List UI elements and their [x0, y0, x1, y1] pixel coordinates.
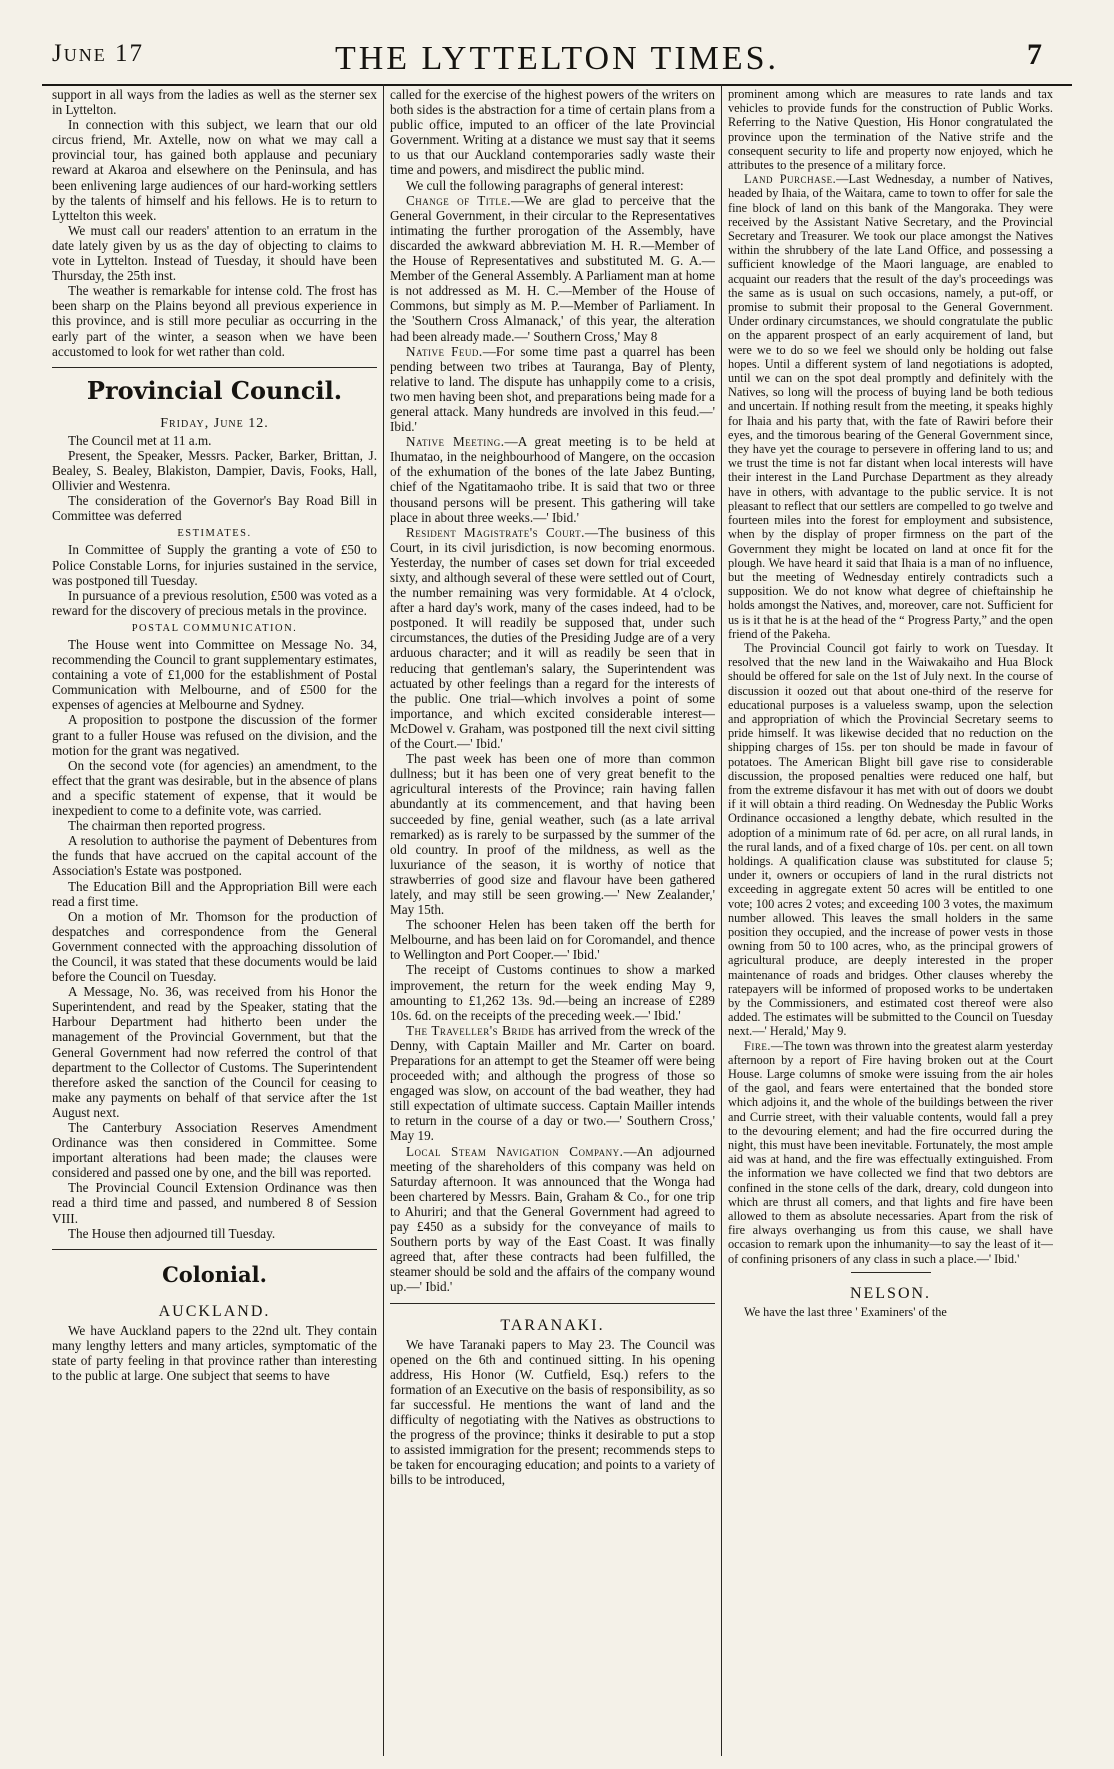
news-item [390, 193, 715, 344]
section-rule [52, 367, 377, 368]
news-item [390, 1023, 715, 1144]
news-item [728, 172, 1053, 641]
news-item [390, 525, 715, 751]
paragraph: support in all ways from the ladies as well as the sterner sex in Lyttelton. [52, 87, 377, 118]
paragraph: The House went into Committee on Message No. 34, recommending the Council to grant supplementary estimates, containing a vote of £1,000 for the establishment of Postal Communication with Melbourne, and of £500 for the expenses of agencies at Melbourne and Sydney. [52, 637, 377, 713]
column-2 [390, 87, 715, 1759]
item-text: —The town was thrown into the greatest alarm yesterday afternoon by a report of Fire having broken out at the Court House. Large columns of smoke were issuing from the air holes of the gaol, and fears were entertained that the bonded store which adjoins it, and the whole of the buildings between the river and Currie street, with their valuable contents, would fall a prey to the devouring element; and had the fire occurred during the night, this must have been inevitable. Fortunately, the most ample aid was at hand, and the fire was effectually extinguished. From the information we have collected we find that two debtors are confined in the stone cells of the dark, dreary, cold dungeon into which are thrust all comers, and that lights and fire have been allowed to them as absolute necessaries. Apart from the risk of fire always overhanging us from this cause, we shall have occasion to remark upon the inhumanity—to say the least of it—of confining prisoners of any class in such a place.—' Ibid.' [728, 1038, 1053, 1266]
paragraph: Present, the Speaker, Messrs. Packer, Barker, Brittan, J. Bealey, S. Bealey, Blakiston, Dampier, Davis, Fooks, Hall, Ollivier and Westenra. [52, 447, 377, 494]
news-item [728, 1039, 1053, 1266]
column-divider [721, 84, 722, 1756]
section-rule [851, 1272, 931, 1273]
paragraph: The Provincial Council got fairly to work on Tuesday. It resolved that the new land in the Waiwakaiho and Hua Block should be offered for sale on the 1st of July next. In the course of discussion it oozed out that about one-third of the reserve for educational purposes is a valueless swamp, upon the selection and appropriation of which the Provincial Secretary seems to pride himself. It was likewise decided that no reduction on the shipping charges of 15s. per ton should be made in favour of potatoes. The American Blight bill gave rise to considerable discussion, the proposed penalties were reduced one half, but from the extreme disfavour it has met with out of doors we doubt if it will obtain a third reading. On Wednesday the Public Works Ordinance occasioned a lengthy debate, which resulted in the adoption of a minimum rate of 6d. per acre, on all rural lands, in the rural lands, and of a fixed charge of 10s. per cent. on all town holdings. A qualification clause was substituted for clause 5; under it, owners or occupiers of land in the rural districts not exceeding in aggregate extent 50 acres will be entitled to one vote; 100 acres 2 votes; and exceeding 100 3 votes, the maximum number allowed. This leaves the small holders in the same position they occupied, and the increase of power vests in those owning from 50 to 100 acres, who, as the principal growers of agricultural produce, are deeply interested in the proper maintenance of roads and bridges. Other clauses whereby the ratepayers will be informed of proposed works to be undertaken by the Commissioners, and estimated cost thereof were also added. The estimates will be submitted to the Council on Tuesday next.—' Herald,' May 9. [728, 640, 1053, 1039]
paragraph: We have Auckland papers to the 22nd ult. They contain many lengthy letters and many articles, symptomatic of the state of party feeling in that province rather than interesting to the public at large. One subject that seems to have [52, 1322, 377, 1384]
news-item [390, 751, 715, 917]
column-divider [383, 84, 384, 1756]
paragraph: The consideration of the Governor's Bay Road Bill in Committee was deferred [52, 493, 377, 524]
paragraph: A Message, No. 36, was received from his Honor the Superintendent, and read by the Speaker, stating that the Harbour Department had hitherto been under the management of the Provincial Government, but that the General Government had now referred the control of that department to the Collector of Customs. The Superintendent therefore asked the sanction of the Council for ceasing to make any payments on behalf of that service after the 1st August next. [52, 984, 377, 1120]
paragraph: The House then adjourned till Tuesday. [68, 1225, 276, 1241]
header-rule [42, 84, 1072, 86]
item-text: —The business of this Court, in its civil jurisdiction, is now becoming enormous. Yesterday, the number of cases set down for trial exceeded sixty, and although several of these were settled out of Court, the number remaining was very formidable. At 4 o'clock, after a hard day's work, many of the cases indeed, had to be postponed. It will readily be supposed that, under such circumstances, the duties of the Presiding Judge are of a very arduous character; and it will as readily be seen that in reducing that gentleman's salary, the Superintendent was actuated by other feelings than a regard for the interests of the public. One trial—which involves a point of some importance, and which excited considerable interest—McDowel v. Graham, was postponed till the next civil sitting of the Court.—' Ibid.' [390, 524, 715, 752]
paragraph: A proposition to postpone the discussion of the former grant to a fuller House was refused on the division, and the motion for the grant was negatived. [52, 712, 377, 758]
item-text: —For some time past a quarrel has been pending between two tribes at Tauranga, Bay of Plenty, relative to land. The dispute has unhappily come to a crisis, two men having been shot, and preparations being made for a general attack. Many hundreds are involved in this feud.—' Ibid.' [390, 343, 715, 435]
column-1 [52, 87, 377, 1759]
paragraph: The Council met at 11 a.m. [68, 432, 212, 448]
item-lead: Local Steam Navigation Company. [406, 1143, 624, 1159]
column-3 [728, 87, 1053, 1759]
item-text: —A great meeting is to be held at Ihumatao, in the neighbourhood of Mangere, on the occasion of the exhumation of the bones of the late Jabez Bunting, chief of the Ngatitamaoho tribe. It is said that two or three thousand persons will be present. This gathering will take place in about three weeks.—' Ibid.' [390, 434, 715, 525]
paragraph: The Provincial Council Extension Ordinance was then read a third time and passed, and numbered 8 of Session VIII. [52, 1180, 377, 1226]
paragraph: We must call our readers' attention to an erratum in the date lately given by us as the day of objecting to claims to vote in Lyttelton. Instead of Tuesday, it should have been Thursday, the 25th inst. [52, 222, 377, 284]
paragraph: We have the last three ' Examiners' of the [744, 1305, 947, 1320]
page-number: 7 [1027, 38, 1042, 71]
section-heading-provincial-council: Provincial Council. [86, 375, 343, 405]
item-text: has arrived from the wreck of the Denny, with Captain Mailler and Mr. Carter on board. Preparations for an attempt to get the Steamer off were being proceeded with; and although the progress of those so engaged was slow, on account of the bad weather, they had still expectation of ultimate success. Captain Mailler intends to return in the course of a day or two.—' Southern Cross,' May 19. [390, 1022, 715, 1144]
paragraph: In connection with this subject, we learn that our old circus friend, Mr. Axtelle, now on what we may call a provincial tour, has gained both applause and pecuniary reward at Akaroa and elsewhere on the Peninsula, and has been enlivening large audiences of our hard-working settlers by the talents of himself and his fellows. He is to return to Lyttelton this week. [52, 117, 377, 223]
section-heading-nelson: NELSON. [849, 1284, 932, 1302]
paragraph: On a motion of Mr. Thomson for the production of despatches and correspondence from the General Government connected with the approaching dissolution of the Council, it was stated that these documents would be laid before the Council on Tuesday. [52, 908, 377, 985]
council-date: Friday, June 12. [160, 415, 269, 431]
item-lead: Fire. [744, 1038, 771, 1053]
issue-date: June 17 [52, 40, 144, 67]
paragraph: We cull the following paragraphs of general interest: [406, 177, 684, 193]
item-text: The receipt of Customs continues to show a marked improvement, the return for the week ending May 9, amounting to £1,262 13s. 9d.—being an increase of £289 10s. 6d. on the receipts of the preceding week.—' Ibid.' [390, 962, 715, 1023]
news-item [390, 344, 715, 435]
paragraph: In pursuance of a previous resolution, £500 was voted as a reward for the discovery of precious metals in the province. [52, 587, 377, 618]
item-text: —An adjourned meeting of the shareholders of this company was held on Saturday afternoon. It was announced that the Wonga had been chartered by Messrs. Bain, Graham & Co., for one trip to Ahuriri; and that the General Government had agreed to pay £450 as a subsidy for the conveyance of mails to Southern ports by way of the East Coast. It was finally agreed that, after these contracts had been fulfilled, the steamer should be sold and the affairs of the company wound up.—' Ibid.' [390, 1143, 715, 1295]
newspaper-title: THE LYTTELTON TIMES. [334, 40, 780, 77]
news-item [390, 1144, 715, 1295]
paragraph: On the second vote (for agencies) an amendment, to the effect that the grant was desirable, but in the absence of plans and a specific statement of expense, that it would be inexpedient to come to a definite vote, was carried. [52, 757, 377, 819]
item-lead: Change of Title. [406, 192, 512, 208]
section-heading-colonial: Colonial. [162, 1261, 267, 1287]
item-text: The past week has been one of more than common dullness; but it has been one of very great benefit to the agricultural interests of the Province; rain having fallen abundantly at its commencement, and that having been succeeded by fine, genial weather, such (as a late arrival remarked) as is rarely to be surpassed by the summer of the old country. In proof of the mildness, as well as the luxuriance of the season, it is worthy of notice that strawberries of good size and flavour have been gathered lately, and may still be seen growing.—' New Zealander,' May 15th. [390, 751, 715, 918]
section-heading-auckland: AUCKLAND. [158, 1302, 271, 1320]
section-heading-taranaki: TARANAKI. [500, 1316, 605, 1334]
item-text: The schooner Helen has been taken off the berth for Melbourne, and has been laid on for Coromandel, and thence to Wellington and Port Cooper.—' Ibid.' [390, 917, 715, 963]
news-item [390, 962, 715, 1022]
paragraph: The chairman then reported progress. [68, 818, 266, 834]
news-item [390, 434, 715, 525]
paragraph: In Committee of Supply the granting a vote of £50 to Police Constable Lorns, for injuries sustained in the service, was postponed till Tuesday. [52, 542, 377, 588]
item-lead: The Traveller's Bride [406, 1022, 535, 1038]
section-rule [52, 1249, 377, 1250]
item-text: —Last Wednesday, a number of Natives, headed by Ihaia, of the Waitara, came to town to offer for sale the fine block of land on this bank of the Mangoraka. They were received by the Assistant Native Secretary, and the Provincial Secretary and Treasurer. We took our place amongst the Natives within the shrubbery of the late Land Office, and possessing a sufficient knowledge of the Maori language, are enabled to acquaint our readers that the result of the day's proceedings was the same as is usual on such occasions, namely, a put-off, or promise to submit their proposal to the General Government. Under ordinary circumstances, we should congratulate the public on the apparent prospect of an early acquirement of land, but were we to do so we feel we should only be holding out false hopes. Until a different system of land negotiations is adopted, until we can on the spot deal promptly and definitely with the Natives, so long will the process of buying land be both tedious and uncertain. If nothing result from the meeting, it speaks highly for Ihaia and his party that, with the fate of Rawiri before their eyes, and the timorous bearing of the General Government since, they have yet the courage to persevere in offering land to us; and we trust the time is not far distant when local interests will have their interest in the Land Purchase Department as they already have in others, with advantage to the public service. It is not pleasant to reflect that our settlers are compelled to go twelve and fourteen miles into the forest for employment and subsistence, when by the display of proper firmness on the part of the Government they might be located on land at once fit for the plough. We have heard it said that Ihaia is a man of no influence, but the meeting of Wednesday entirely contradicts such a supposition. We do not know what degree of chieftainship he holds amongst the Natives, and, moreover, care not. Sufficient for us is it that he is at the head of the “ Progress Party,” and the open friend of the Pakeha. [728, 172, 1053, 641]
paragraph: called for the exercise of the highest powers of the writers on both sides is the abstraction for a time of certain plans from a public office, imputed to an officer of the late Provincial Government. Writing at a distance we must say that it seems to us that our Auckland contemporaries sadly waste their time and powers, and misdirect the public mind. [390, 87, 715, 178]
masthead [0, 30, 1114, 80]
paragraph: We have Taranaki papers to May 23. The Council was opened on the 6th and continued sitting. In his opening address, His Honor (W. Cutfield, Esq.) refers to the formation of an Executive on the basis of responsibility, as so far successful. He mentions the want of land and the difficulty of negotiating with the Natives as obstructions to the progress of the province; thinks it desirable to put a stop to assisted immigration for the present; recommends steps to be taken for encouraging education; and points to a variety of bills to be introduced, [390, 1336, 715, 1488]
section-rule [390, 1303, 715, 1304]
paragraph: A resolution to authorise the payment of Debentures from the funds that have accrued on the capital account of the Association's Estate was postponed. [52, 833, 377, 879]
paragraph: prominent among which are measures to rate lands and tax vehicles to provide funds for the construction of Public Works. Referring to the Native Question, His Honor congratulated the province upon the termination of the Native strife and the consequent security to life and property now enjoyed, which he attributes to the presence of a military force. [728, 87, 1053, 173]
paragraph: The Education Bill and the Appropriation Bill were each read a first time. [52, 878, 377, 909]
subsection-label: ESTIMATES. [177, 528, 252, 540]
item-lead: Resident Magistrate's Court. [406, 524, 585, 540]
subsection-label: POSTAL COMMUNICATION. [131, 622, 298, 634]
item-text: —We are glad to perceive that the General Government, in their circular to the Representatives intimating the further prorogation of the Assembly, have discarded the awkward abbreviation M. H. R.—Member of the House of Representatives and substituted M. G. A.—Member of the General Assembly. A Parliament man at home is not addressed as M. H. C.—Member of the House of Commons, but simply as M. P.—Member of Parliament. In the 'Southern Cross Almanack,' of this year, the alteration had been already made.—' Southern Cross,' May 8 [390, 192, 715, 344]
news-item [390, 917, 715, 962]
item-lead: Land Purchase. [744, 172, 837, 187]
item-lead: Native Feud. [406, 343, 483, 359]
paragraph: The Canterbury Association Reserves Amendment Ordinance was then considered in Committee. Some important alterations had been made; the clauses were considered and passed one by one, and the bill was reported. [52, 1120, 377, 1181]
paragraph: The weather is remarkable for intense cold. The frost has been sharp on the Plains beyond all previous experience in this province, and is still more peculiar as occurring in the early part of the winter, a season when we have been accustomed to look for wet rather than cold. [52, 283, 377, 359]
item-lead: Native Meeting. [406, 434, 505, 450]
